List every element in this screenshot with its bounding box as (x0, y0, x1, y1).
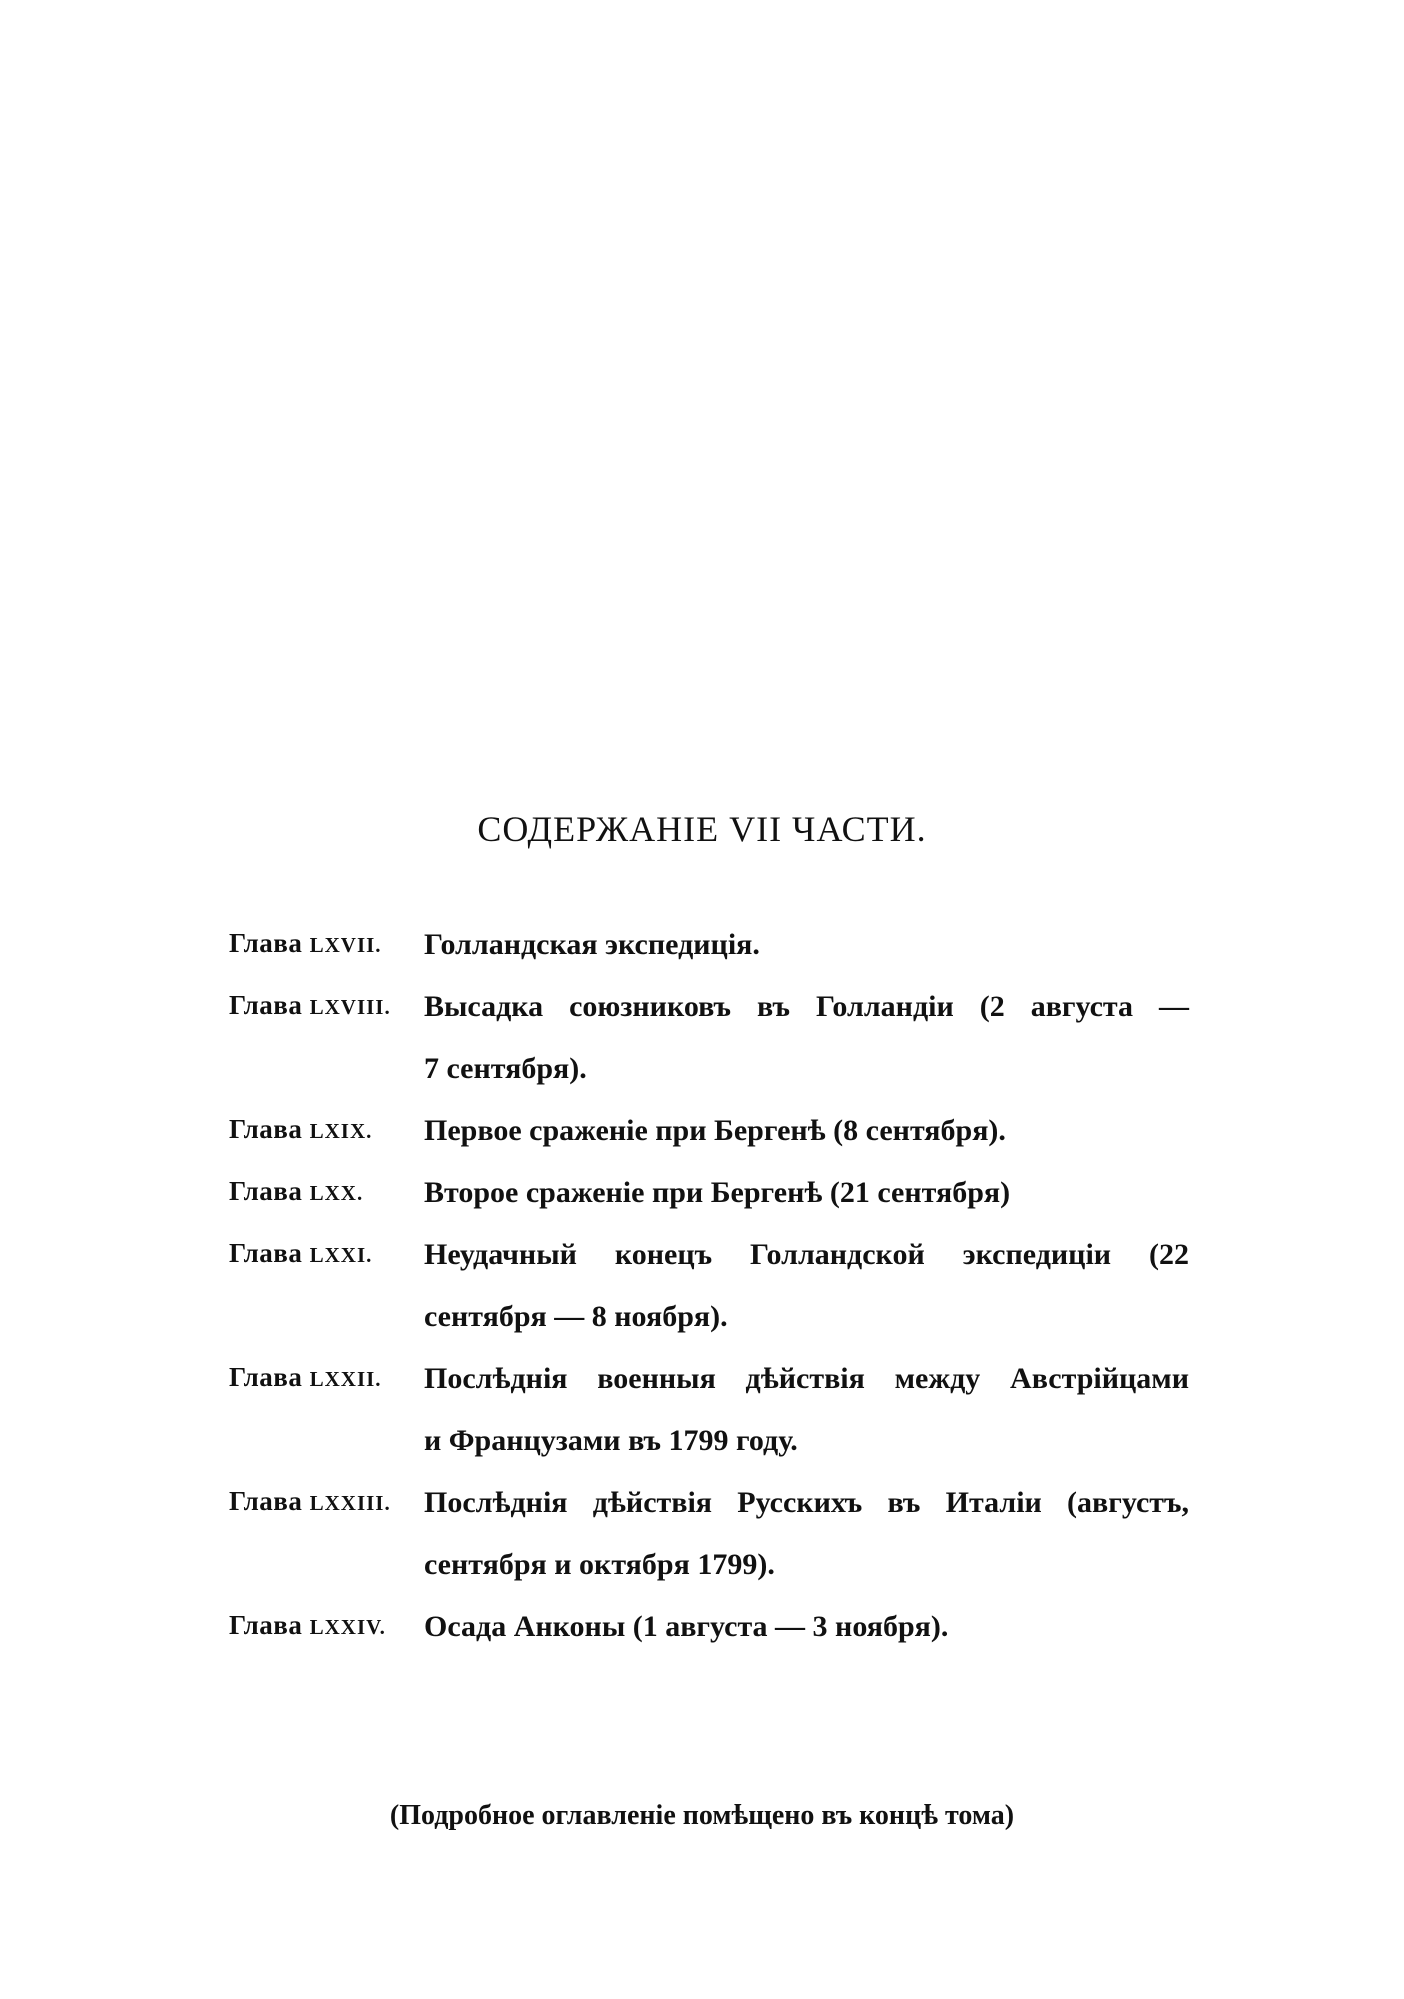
chapter-word: Глава (229, 1238, 303, 1268)
chapter-title-continued: 7 сентября). (424, 1052, 587, 1085)
toc-entry-71 (229, 1238, 1189, 1300)
chapter-number: LXXI. (309, 1243, 373, 1267)
chapter-title: Первое сраженіе при Бергенѣ (8 сентября). (424, 1114, 1006, 1147)
chapter-label (229, 990, 391, 1021)
chapter-number: LXIX. (309, 1119, 373, 1143)
chapter-word: Глава (229, 990, 303, 1020)
toc-entry-73-continuation (229, 1548, 1189, 1610)
chapter-title: Голландская экспедиція. (424, 928, 760, 961)
chapter-word: Глава (229, 1176, 303, 1206)
page-title: СОДЕРЖАНІЕ VII ЧАСТИ. (477, 809, 927, 849)
toc-entry-72-continuation (229, 1424, 1189, 1486)
toc-entry-69 (229, 1114, 1189, 1176)
chapter-label (229, 1114, 372, 1145)
toc-entry-74 (229, 1610, 1189, 1672)
chapter-number: LXVIII. (309, 995, 391, 1019)
table-of-contents (229, 928, 1189, 1672)
toc-entry-67 (229, 928, 1189, 990)
toc-entry-70 (229, 1176, 1189, 1238)
chapter-word: Глава (229, 1610, 303, 1640)
chapter-label (229, 1176, 363, 1207)
chapter-label (229, 1362, 382, 1393)
chapter-title: Осада Анконы (1 августа — 3 ноября). (424, 1610, 949, 1643)
chapter-number: LXXIII. (309, 1491, 391, 1515)
toc-entry-71-continuation (229, 1300, 1189, 1362)
chapter-label (229, 1238, 372, 1269)
chapter-number: LXXII. (309, 1367, 382, 1391)
chapter-label (229, 1486, 391, 1517)
footnote: (Подробное оглавленіе помѣщено въ концѣ тома) (389, 1800, 1015, 1831)
chapter-number: LXX. (309, 1181, 364, 1205)
toc-entry-73 (229, 1486, 1189, 1548)
toc-entry-68-continuation (229, 1052, 1189, 1114)
chapter-title: Высадка союзниковъ въ Голландіи (2 августа — (424, 990, 1189, 1023)
chapter-title-continued: и Французами въ 1799 году. (424, 1424, 798, 1457)
chapter-title: Неудачный конецъ Голландской экспедиціи (22 (424, 1238, 1189, 1271)
chapter-number: LXVII. (309, 933, 382, 957)
chapter-title-continued: сентября — 8 ноября). (424, 1300, 728, 1333)
chapter-word: Глава (229, 1362, 303, 1392)
toc-entry-72 (229, 1362, 1189, 1424)
chapter-word: Глава (229, 1114, 303, 1144)
chapter-label (229, 1610, 386, 1641)
chapter-number: LXXIV. (309, 1615, 386, 1639)
chapter-title-continued: сентября и октября 1799). (424, 1548, 775, 1581)
chapter-word: Глава (229, 1486, 303, 1516)
chapter-title: Послѣднія военныя дѣйствія между Австрійцами (424, 1362, 1189, 1395)
chapter-title: Второе сраженіе при Бергенѣ (21 сентября) (424, 1176, 1011, 1209)
chapter-label (229, 928, 382, 959)
chapter-word: Глава (229, 928, 303, 958)
toc-entry-68 (229, 990, 1189, 1052)
chapter-title: Послѣднія дѣйствія Русскихъ въ Италіи (августъ, (424, 1486, 1189, 1519)
